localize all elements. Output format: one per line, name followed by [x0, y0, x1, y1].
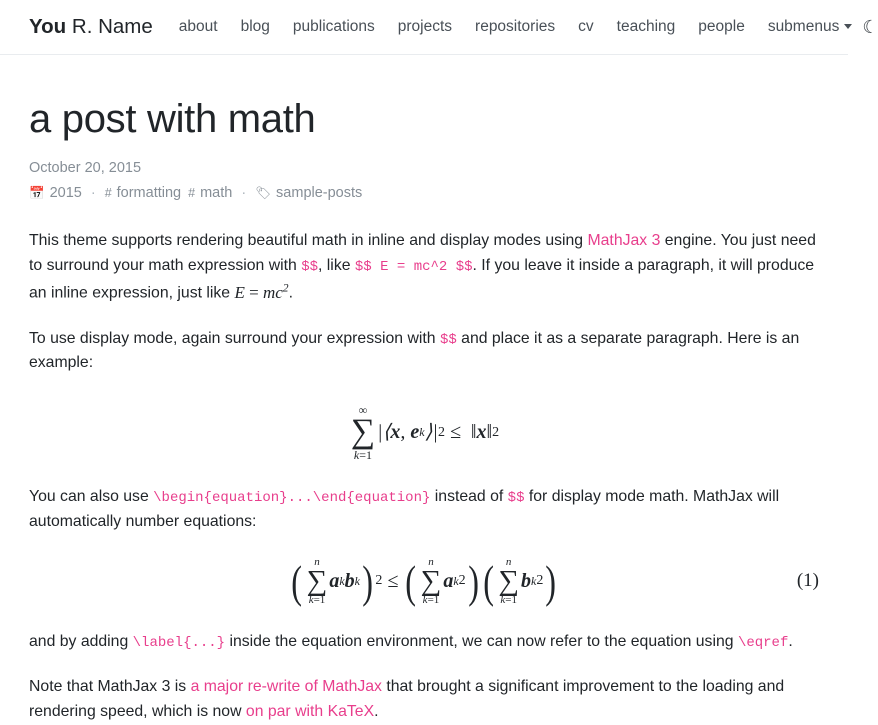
less-or-equal-1: ≤	[382, 569, 404, 592]
p1-text-5: .	[288, 284, 293, 302]
p5-text-1: Note that MathJax 3 is	[29, 678, 191, 696]
p3-text-3: for display mode math. MathJax will automatically number equations:	[29, 487, 780, 530]
meta-separator-2: ·	[241, 185, 247, 201]
paragraph-4	[29, 630, 819, 655]
calendar-icon: 📅	[29, 185, 45, 200]
code-eqref: \eqref	[737, 635, 789, 652]
meta-category-math[interactable]	[188, 185, 232, 201]
p1-text-3: , like	[318, 256, 355, 274]
display-math-2	[29, 557, 819, 607]
summation-symbol-a2	[421, 557, 442, 607]
display-math-1-body: |⟨ x , e k ⟩| 2 ≤ ‖ x ‖ 2	[377, 420, 500, 443]
p4-text-1: and by adding	[29, 633, 133, 651]
inline-math-emc2: $E = mc^2$	[234, 280, 289, 302]
nav-item-people[interactable]: people	[698, 18, 745, 35]
nav-item-publications[interactable]: publications	[292, 18, 375, 35]
rewrite-mathjax-link[interactable]: a major re-write of MathJax	[190, 678, 382, 696]
code-dollar-3: $$	[507, 489, 525, 506]
meta-tag-sample-posts[interactable]	[255, 185, 362, 201]
hash-icon: #	[188, 185, 196, 200]
brand-rest: R. Name	[66, 15, 153, 38]
paragraph-1	[29, 229, 819, 307]
nav-item-teaching[interactable]: teaching	[616, 18, 676, 35]
meta-category-math-label: math	[200, 185, 233, 201]
p3-text-2: instead of	[430, 487, 508, 505]
term-ak-bk: a k b k	[329, 569, 360, 592]
p3-text-1: You can also use	[29, 487, 154, 505]
nav-links	[179, 18, 853, 36]
p5-text-2: that brought a significant improvement to the loading and rendering speed, which is now	[29, 678, 785, 721]
summation-symbol-ab	[307, 557, 328, 607]
code-dollar-2: $$	[439, 331, 457, 348]
p4-text-3: .	[788, 633, 793, 651]
meta-tag-label: sample-posts	[276, 185, 363, 201]
right-paren-3: )	[545, 555, 557, 607]
paragraph-2	[29, 327, 819, 377]
paragraph-5	[29, 675, 819, 725]
p1-text-4: . If you leave it inside a paragraph, it will produce an inline expression, just like	[29, 256, 815, 302]
mathjax3-link[interactable]: MathJax 3	[587, 232, 661, 249]
display-math-1	[29, 398, 819, 460]
code-label: \label{...}	[132, 635, 226, 652]
paragraph-3	[29, 485, 819, 535]
sum-lower-limit: k=1	[308, 594, 326, 607]
meta-category-formatting-label: formatting	[116, 185, 182, 201]
sigma-glyph: ∑	[498, 564, 519, 597]
left-paren-2: (	[405, 555, 417, 607]
site-brand[interactable]	[29, 15, 153, 39]
page-body	[0, 97, 848, 725]
navbar	[0, 0, 878, 55]
sigma-glyph: ∑	[420, 564, 442, 597]
nav-item-blog[interactable]: blog	[240, 18, 270, 35]
p5-text-3: .	[374, 703, 379, 721]
meta-category-formatting[interactable]	[105, 185, 181, 201]
tag-icon: 🏷	[255, 185, 272, 200]
summation-symbol-b2	[498, 557, 519, 607]
nav-item-projects[interactable]: projects	[397, 18, 453, 35]
p1-text-1: This theme supports rendering beautiful math in inline and display modes using	[29, 232, 588, 249]
p4-text-2: inside the equation environment, we can now refer to the equation using	[225, 633, 738, 651]
moon-icon[interactable]: ☾	[862, 17, 878, 37]
nav-item-repositories[interactable]: repositories	[475, 18, 556, 35]
summation-symbol	[351, 404, 375, 460]
sum-upper-limit: ∞	[358, 403, 368, 418]
meta-year[interactable]	[29, 185, 82, 201]
equation-number: (1)	[796, 570, 819, 592]
left-paren-3: (	[483, 555, 495, 607]
meta-separator-1: ·	[90, 185, 96, 201]
p1-text-2: engine. You just need to surround your math expression with	[29, 232, 816, 274]
sum-upper-limit: n	[505, 555, 512, 568]
display-math-1-expression	[349, 404, 499, 460]
sum-upper-limit: n	[428, 555, 434, 568]
right-paren-2: )	[467, 555, 479, 607]
term-bk-squared: b k 2	[521, 569, 544, 592]
post-meta	[29, 185, 819, 201]
sum-lower-limit: k=1	[500, 594, 517, 607]
brand-strong: You	[29, 15, 67, 38]
sum-lower-limit: k=1	[353, 447, 373, 462]
p2-text-1: To use display mode, again surround your expression with	[29, 329, 440, 347]
nav-item-submenus[interactable]: submenus	[768, 18, 853, 36]
post-date: October 20, 2015	[29, 160, 142, 176]
sum-lower-limit: k=1	[422, 594, 440, 607]
p2-text-2: and place it as a separate paragraph. Here is an example:	[29, 329, 800, 372]
left-paren-1: (	[291, 555, 303, 607]
post-content	[29, 229, 819, 725]
term-ak-squared: a k 2	[443, 569, 466, 592]
katex-link[interactable]: on par with KaTeX	[245, 703, 375, 721]
nav-item-about[interactable]: about	[178, 18, 218, 35]
code-begin-equation: \begin{equation}...\end{equation}	[153, 489, 431, 506]
sigma-glyph: ∑	[306, 564, 328, 597]
sigma-glyph: ∑	[350, 413, 376, 451]
code-emc2: $$ E = mc^2 $$	[354, 258, 473, 275]
display-math-2-expression: ( n ∑ k=1 a k b k ) 2 ≤ ( n ∑ k=1 a k 2 ) ( n ∑ k=1 b k 2 )	[291, 555, 557, 607]
code-dollar-1: $$	[301, 258, 319, 275]
meta-year-label: 2015	[49, 185, 82, 201]
hash-icon: #	[104, 185, 112, 200]
nav-item-cv[interactable]: cv	[578, 18, 594, 35]
page-title: a post with math	[29, 97, 316, 141]
sum-upper-limit: n	[314, 555, 320, 568]
right-paren-1: )	[362, 555, 374, 607]
